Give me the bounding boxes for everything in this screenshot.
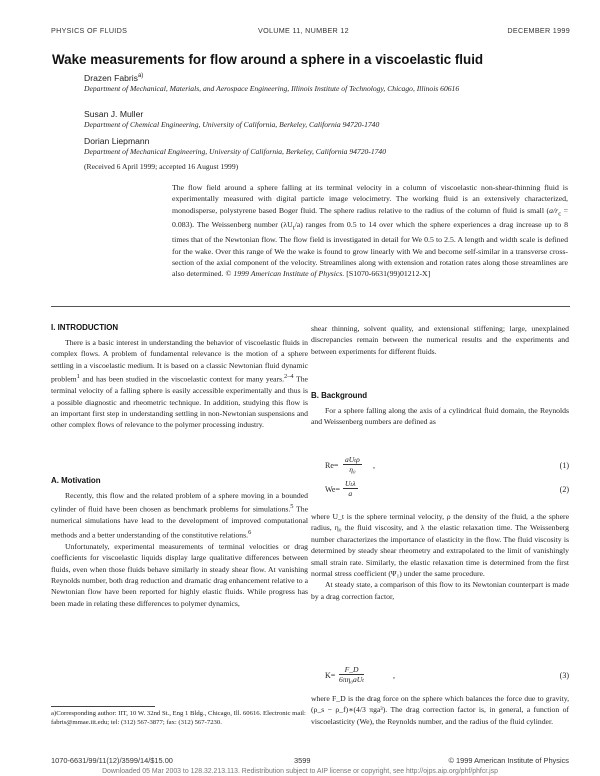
- motivation-ref-2: 6: [248, 528, 252, 536]
- right-column-continuation: shear thinning, solvent quality, and extensional stiffening; large, unexplained discrepancies remain between the numerical results and the experiments and between experiments for different fluids.: [311, 324, 569, 356]
- equation-1-numerator: aUₜρ: [345, 455, 360, 464]
- equation-1-lhs: Re=: [325, 461, 339, 470]
- background-definitions: [311, 511, 569, 602]
- intro-paragraph: [51, 337, 308, 431]
- equation-2: [311, 479, 569, 501]
- equation-2-fraction: [343, 479, 358, 498]
- abstract-ratio-sub: c: [558, 210, 562, 218]
- footnote: a)Corresponding author: IIT, 10 W. 32nd St., Eng 1 Bldg., Chicago, Ill. 60616. Electronic mail: fabris@mmae.iit.edu; tel: (312) 567-3877; fax: (312) 567-7230.: [51, 710, 306, 726]
- abstract-copyright: 1999 American Institute of Physics.: [233, 269, 345, 279]
- motivation-text-2: The numerical simulations have lead to the development of improved computational methods and a better understanding of the constitutive relations.: [51, 504, 308, 540]
- abstract-ratio-value: = 0.083). The Weissenberg number (: [172, 205, 568, 230]
- page-number: 3599: [294, 756, 311, 765]
- section-divider: [51, 306, 570, 307]
- equation-1-fraction: [343, 455, 362, 474]
- equation-1: [311, 455, 569, 477]
- equation-2-number: (2): [559, 485, 569, 494]
- footer-code: 1070-6631/99/11(12)/3599/14/$15.00: [51, 756, 173, 765]
- author-2-name: Susan J. Muller: [84, 109, 144, 119]
- paper-title: Wake measurements for flow around a sphere in a viscoelastic fluid: [52, 52, 484, 67]
- equation-2-denominator: a: [348, 489, 353, 498]
- abstract-wi-expr: λU: [283, 220, 293, 230]
- background-text-1: For a sphere falling along the axis of a cylindrical fluid domain, the Reynolds and Weissenberg numbers are defined as: [311, 406, 569, 427]
- author-2-affiliation: Department of Chemical Engineering, University of California, Berkeley, California 94720-1740: [84, 120, 380, 129]
- equation-1-denominator: η₀: [349, 465, 356, 474]
- download-notice: Downloaded 05 Mar 2003 to 128.32.213.113. Redistribution subject to AIP license or copyright, see http://ojps.aip.org/phf/phfcr.jsp: [102, 768, 498, 775]
- intro-heading: I. INTRODUCTION: [51, 323, 119, 332]
- equation-3-numerator: F_D: [339, 665, 364, 675]
- intro-ref-1: 1: [76, 373, 80, 381]
- motivation-heading: A. Motivation: [51, 476, 101, 485]
- equation-3: [311, 665, 569, 687]
- equation-3-lhs: K=: [325, 671, 336, 680]
- author-1-affiliation: Department of Mechanical, Materials, and Aerospace Engineering, Illinois Institute of Technology, Chicago, Illinois 60616: [84, 84, 460, 93]
- background-drag: where F_D is the drag force on the sphere which balances the force due to gravity, (ρ_s − ρ_f)∗(4/3 πga³). The drag correction factor is, in general, a function of viscoelasticity (We), the Reynolds number, and the radius of the fluid cylinder.: [311, 694, 569, 726]
- abstract-wi-expr-2: /a: [294, 220, 301, 230]
- equation-3-fraction: [339, 665, 364, 684]
- author-1-footnote-mark: a): [137, 73, 144, 80]
- abstract: [172, 182, 568, 279]
- footer-copyright: © 1999 American Institute of Physics: [448, 756, 569, 765]
- abstract-text-1: The flow field around a sphere falling at its terminal velocity in a column of viscoelastic non-shear-thinning fluid is experimentally measured with digital particle image velocimetry. The working fluid is an extensively characterized, monodisperse, polystyrene based Boger fluid. The sphere radius relative to the radius of the column of fluid is small (: [172, 183, 568, 215]
- intro-text-1: There is a basic interest in understanding the behavior of viscoelastic fluids in complex flows. A problem of fundamental relevance is the motion of a sphere settling in a viscoelastic medium. It is based on a classic Newtonian fluid dynamic problem: [51, 338, 308, 384]
- author-3-affiliation: Department of Mechanical Engineering, University of California, Berkeley, California 94720-1740: [84, 147, 387, 156]
- journal-name: PHYSICS OF FLUIDS: [51, 26, 128, 35]
- author-1: [84, 73, 143, 83]
- equation-2-lhs: We=: [325, 485, 340, 494]
- background-text-3: At steady state, a comparison of this flow to its Newtonian counterpart is made by a drag correction factor,: [311, 580, 569, 601]
- received-dates: (Received 6 April 1999; accepted 16 August 1999): [84, 162, 239, 171]
- motivation-ref-1: 5: [290, 503, 294, 511]
- abstract-code: [S1070-6631(99)01212-X]: [346, 269, 431, 279]
- motivation-text-1: Recently, this flow and the related problem of a sphere moving in a bounded cylinder of fluid have been chosen as benchmark problems for simulations.: [51, 491, 308, 514]
- intro-text-2: and has been studied in the viscoelastic context for many years.: [79, 374, 284, 384]
- background-text-2: where U_t is the sphere terminal velocity, ρ the density of the fluid, a the sphere radius, η₀ the fluid viscosity, and λ the elastic relaxation time. The Weissenberg number characterizes the importance of elasticity in the flow. The fluid viscosity is determined by steady shear rheometry and extrapolated to the limit of vanishingly small strain rate. Similarly, the elastic relaxation time is determined from the first normal stress coefficient (Ψ₁) under the same procedure.: [311, 512, 569, 579]
- background-heading: B. Background: [311, 391, 368, 400]
- abstract-ratio: a/r: [549, 205, 559, 215]
- motivation-text-3: Unfortunately, experimental measurements of terminal velocities or drag coefficients for viscoelastic liquids display large qualitative differences between fluids, even when those fluids behave similarly in steady shear flow. At vanishing Reynolds number, both drag reduction and dramatic drag enhancement relative to a Newtonian flow have been reported for highly elastic fluids. While progress has been made in relating these differences to polymer dynamics,: [51, 541, 308, 608]
- author-1-name: Drazen Fabris: [84, 73, 138, 83]
- author-3-name: Dorian Liepmann: [84, 136, 150, 146]
- equation-3-comma: ,: [393, 671, 395, 680]
- intro-text-3: The terminal velocity of a falling sphere is easily accessible experimentally and thus is a possible diagnostic and rheometric technique. In addition, studying this flow is an important first step in understanding settling in non-Newtonian suspensions and other complex flows of relevance to the polymer processing industry.: [51, 374, 308, 430]
- equation-3-denominator: 6πη₀aUₜ: [339, 675, 365, 684]
- motivation-paragraphs: [51, 490, 308, 609]
- volume-number: VOLUME 11, NUMBER 12: [258, 26, 349, 35]
- equation-1-comma: ,: [373, 461, 375, 470]
- equation-1-number: (1): [559, 461, 569, 470]
- issue-date: DECEMBER 1999: [507, 26, 570, 35]
- intro-ref-2: 2–4: [284, 373, 294, 381]
- background-intro: [311, 405, 569, 428]
- abstract-wi-sub: t: [292, 224, 295, 232]
- footnote-rule: [51, 706, 155, 707]
- abstract-text-2: ) ranges from 0.5 to 14 over which the sphere experiences a drag increase up to 8 times that of the Newtonian flow. The flow field is investigated in detail for We 0.5 to 2.5. A length and width scale is defined for the wake. Over this range of We the wake is found to grow linearly with We and become self-similar in a transverse cross-section of the axial component of the velocity. Streamlines along with extension and rotation rates along those streamlines are also determined. ©: [172, 220, 568, 279]
- equation-2-numerator: Uₜλ: [345, 479, 356, 488]
- equation-3-number: (3): [559, 671, 569, 680]
